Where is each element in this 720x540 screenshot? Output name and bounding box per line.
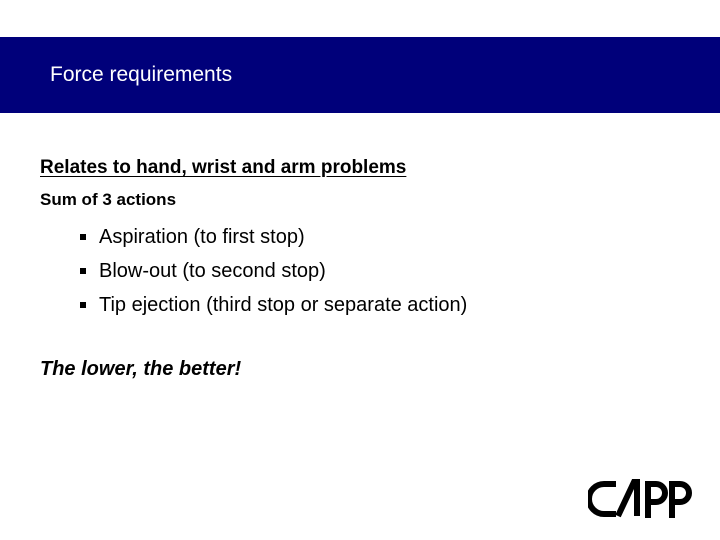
closing-statement: The lower, the better! xyxy=(40,358,242,380)
title-bar xyxy=(0,37,720,113)
bullet-item xyxy=(80,254,467,288)
capp-logo-icon xyxy=(588,478,698,520)
slide-subheading: Sum of 3 actions xyxy=(40,190,177,209)
bullet-text: Blow-out (to second stop) xyxy=(99,259,326,282)
bullet-list xyxy=(80,220,467,322)
bullet-square-icon xyxy=(80,234,86,240)
bullet-item xyxy=(80,288,467,322)
bullet-square-icon xyxy=(80,302,86,308)
bullet-item xyxy=(80,220,467,254)
bullet-square-icon xyxy=(80,268,86,274)
bullet-text: Aspiration (to first stop) xyxy=(99,225,305,248)
bullet-text: Tip ejection (third stop or separate action) xyxy=(99,293,468,316)
slide-title: Force requirements xyxy=(50,63,233,86)
slide-heading: Relates to hand, wrist and arm problems xyxy=(40,157,407,178)
